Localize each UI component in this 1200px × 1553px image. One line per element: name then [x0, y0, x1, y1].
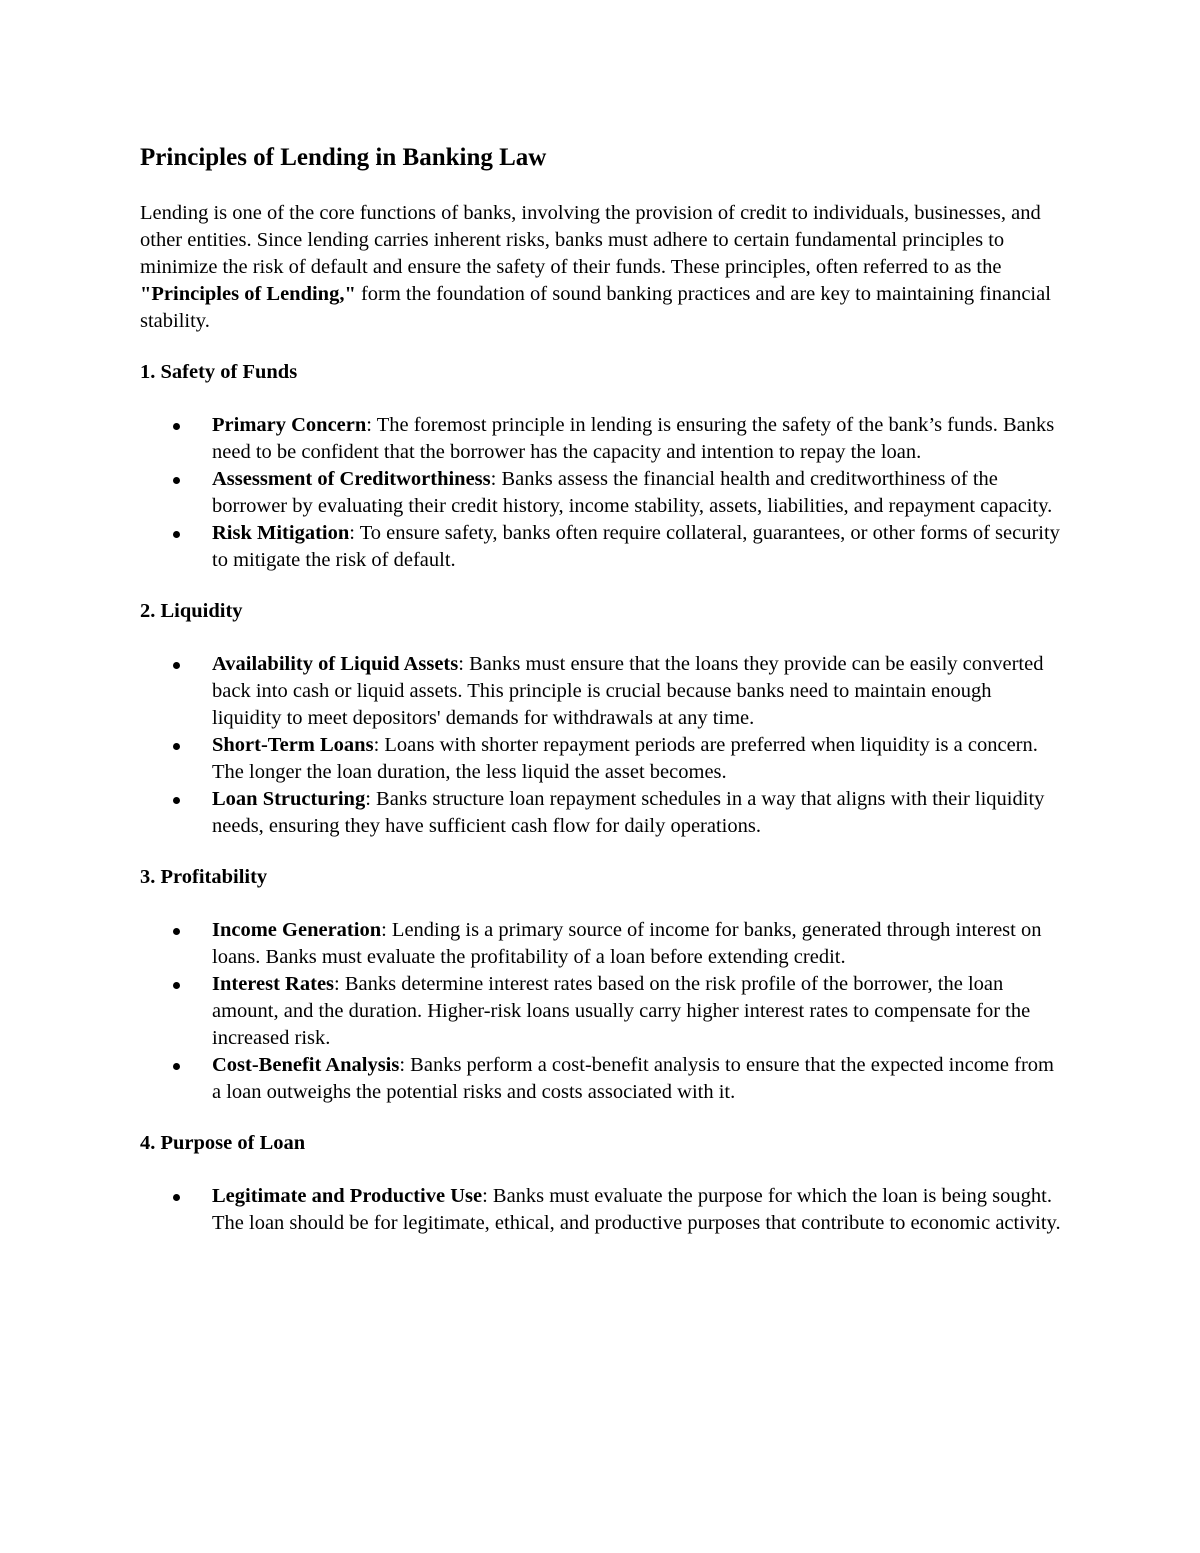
bullet-text: : Banks structure loan repayment schedules in a way that aligns with their liquidity needs, ensuring they have sufficient cash flow for daily operations.: [212, 788, 1045, 837]
list-item: [140, 412, 1065, 466]
bullet-text: : Banks assess the financial health and creditworthiness of the borrower by evaluating their credit history, income stability, assets, liabilities, and repayment capacity.: [212, 468, 1053, 517]
bullet-list-purpose-of-loan: [140, 1183, 1065, 1237]
list-item: [140, 466, 1065, 520]
bullet-icon: [173, 982, 180, 989]
bullet-icon: [173, 423, 180, 430]
list-item: [140, 520, 1065, 574]
bullet-term: Income Generation: [212, 919, 382, 941]
list-item: [140, 651, 1065, 732]
list-item: [140, 917, 1065, 971]
bullet-icon: [173, 477, 180, 484]
bullet-list-profitability: [140, 917, 1065, 1106]
list-item: [140, 732, 1065, 786]
bullet-icon: [173, 1194, 180, 1201]
section-heading-purpose-of-loan: 4. Purpose of Loan: [140, 1132, 306, 1154]
list-item: [140, 1052, 1065, 1106]
bullet-icon: [173, 743, 180, 750]
bullet-term: Interest Rates: [212, 973, 335, 995]
bullet-icon: [173, 662, 180, 669]
intro-paragraph: [140, 200, 1065, 335]
bullet-term: Risk Mitigation: [212, 522, 350, 544]
bullet-icon: [173, 1063, 180, 1070]
section-heading-profitability: 3. Profitability: [140, 866, 268, 888]
document-title: Principles of Lending in Banking Law: [140, 144, 547, 171]
bullet-text: : Banks perform a cost-benefit analysis to ensure that the expected income from a loan outweighs the potential risks and costs associated with it.: [212, 1054, 1054, 1103]
bullet-term: Cost-Benefit Analysis: [212, 1054, 400, 1076]
intro-bold-phrase: "Principles of Lending,": [140, 283, 356, 305]
bullet-icon: [173, 531, 180, 538]
bullet-icon: [173, 797, 180, 804]
bullet-text: : Banks determine interest rates based on the risk profile of the borrower, the loan amount, and the duration. Higher-risk loans usually carry higher interest rates to compensate for the increased risk.: [212, 973, 1031, 1049]
list-item: [140, 1183, 1065, 1237]
bullet-text: : Banks must ensure that the loans they provide can be easily converted back into cash or liquid assets. This principle is crucial because banks need to maintain enough liquidity to meet depositors' demands for withdrawals at any time.: [212, 653, 1044, 729]
bullet-text: : Banks must evaluate the purpose for which the loan is being sought. The loan should be for legitimate, ethical, and productive purposes that contribute to economic activity.: [212, 1185, 1061, 1234]
bullet-term: Availability of Liquid Assets: [212, 653, 459, 675]
intro-text-end: form the foundation of sound banking practices and are key to maintaining financial stability.: [140, 283, 1051, 332]
bullet-text: : Lending is a primary source of income for banks, generated through interest on loans. Banks must evaluate the profitability of a loan before extending credit.: [212, 919, 1042, 968]
section-heading-liquidity: 2. Liquidity: [140, 600, 243, 622]
bullet-term: Loan Structuring: [212, 788, 366, 810]
bullet-icon: [173, 928, 180, 935]
document-page: [140, 138, 1065, 1261]
bullet-text: : To ensure safety, banks often require collateral, guarantees, or other forms of security to mitigate the risk of default.: [212, 522, 1060, 571]
bullet-text: : The foremost principle in lending is ensuring the safety of the bank’s funds. Banks need to be confident that the borrower has the capacity and intention to repay the loan.: [212, 414, 1055, 463]
bullet-term: Assessment of Creditworthiness: [212, 468, 491, 490]
bullet-list-liquidity: [140, 651, 1065, 840]
intro-text-start: Lending is one of the core functions of banks, involving the provision of credit to individuals, businesses, and other entities. Since lending carries inherent risks, banks must adhere to certain fundamental principles to minimize the risk of default and ensure the safety of their funds. These principles, often referred to as the: [140, 202, 1041, 278]
bullet-list-safety-of-funds: [140, 412, 1065, 574]
bullet-term: Legitimate and Productive Use: [212, 1185, 483, 1207]
section-heading-safety-of-funds: 1. Safety of Funds: [140, 361, 298, 383]
list-item: [140, 971, 1065, 1052]
bullet-text: : Loans with shorter repayment periods are preferred when liquidity is a concern. The longer the loan duration, the less liquid the asset becomes.: [212, 734, 1038, 783]
list-item: [140, 786, 1065, 840]
bullet-term: Primary Concern: [212, 414, 367, 436]
bullet-term: Short-Term Loans: [212, 734, 374, 756]
